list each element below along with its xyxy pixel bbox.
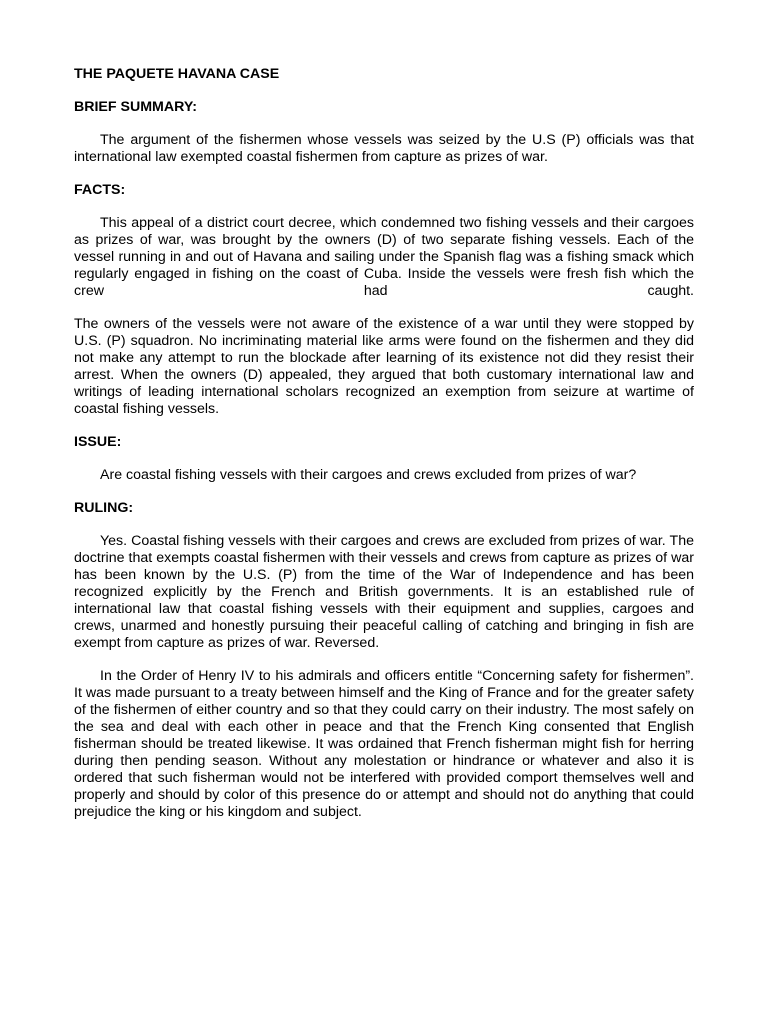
facts-heading: FACTS:	[74, 182, 126, 198]
document-page	[74, 66, 694, 837]
facts-paragraph-2: The owners of the vessels were not aware of the existence of a war until they were stopped by U.S. (P) squadron. No incriminating material like arms were found on the fishermen and they did not make any attempt to run the blockade after learning of its existence not did they resist their arrest. When the owners (D) appealed, they argued that both customary international law and writings of leading international scholars recognized an exemption from seizure at wartime of coastal fishing vessels.	[74, 316, 694, 417]
ruling-paragraph-1: Yes. Coastal fishing vessels with their cargoes and crews are excluded from prizes of war. The doctrine that exempts coastal fishermen with their vessels and crews from capture as prizes of war has been known by the U.S. (P) from the time of the War of Independence and has been recognized explicitly by the French and British governments. It is an established rule of international law that coastal fishing vessels with their equipment and supplies, cargoes and crews, unarmed and honestly pursuing their peaceful calling of catching and bringing in fish are exempt from capture as prizes of war. Reversed.	[74, 533, 694, 651]
facts-paragraph-1: This appeal of a district court decree, which condemned two fishing vessels and their cargoes as prizes of war, was brought by the owners (D) of two separate fishing vessels. Each of the vessel running in and out of Havana and sailing under the Spanish flag was a fishing smack which regularly engaged in fishing on the coast of Cuba. Inside the vessels were fresh fish which the crew had caught.	[74, 215, 694, 299]
document-title: THE PAQUETE HAVANA CASE	[74, 66, 280, 82]
issue-heading: ISSUE:	[74, 434, 122, 450]
ruling-heading: RULING:	[74, 500, 134, 516]
brief-summary-heading: BRIEF SUMMARY:	[74, 99, 197, 115]
brief-summary-text: The argument of the fishermen whose vessels was seized by the U.S (P) officials was that international law exempted coastal fishermen from capture as prizes of war.	[74, 132, 694, 165]
issue-text: Are coastal fishing vessels with their cargoes and crews excluded from prizes of war?	[100, 467, 637, 483]
ruling-paragraph-2: In the Order of Henry IV to his admirals and officers entitle “Concerning safety for fishermen”. It was made pursuant to a treaty between himself and the King of France and for the greater safety of the fishermen of either country and so that they could carry on their industry. The most safely on the sea and deal with each other in peace and that the French King consented that English fisherman should be treated likewise. It was ordained that French fisherman might fish for herring during then pending season. Without any molestation or hindrance or whatever and also it is ordered that such fisherman would not be interfered with provided comport themselves well and properly and should by color of this presence do or attempt and should not do anything that could prejudice the king or his kingdom and subject.	[74, 668, 694, 820]
